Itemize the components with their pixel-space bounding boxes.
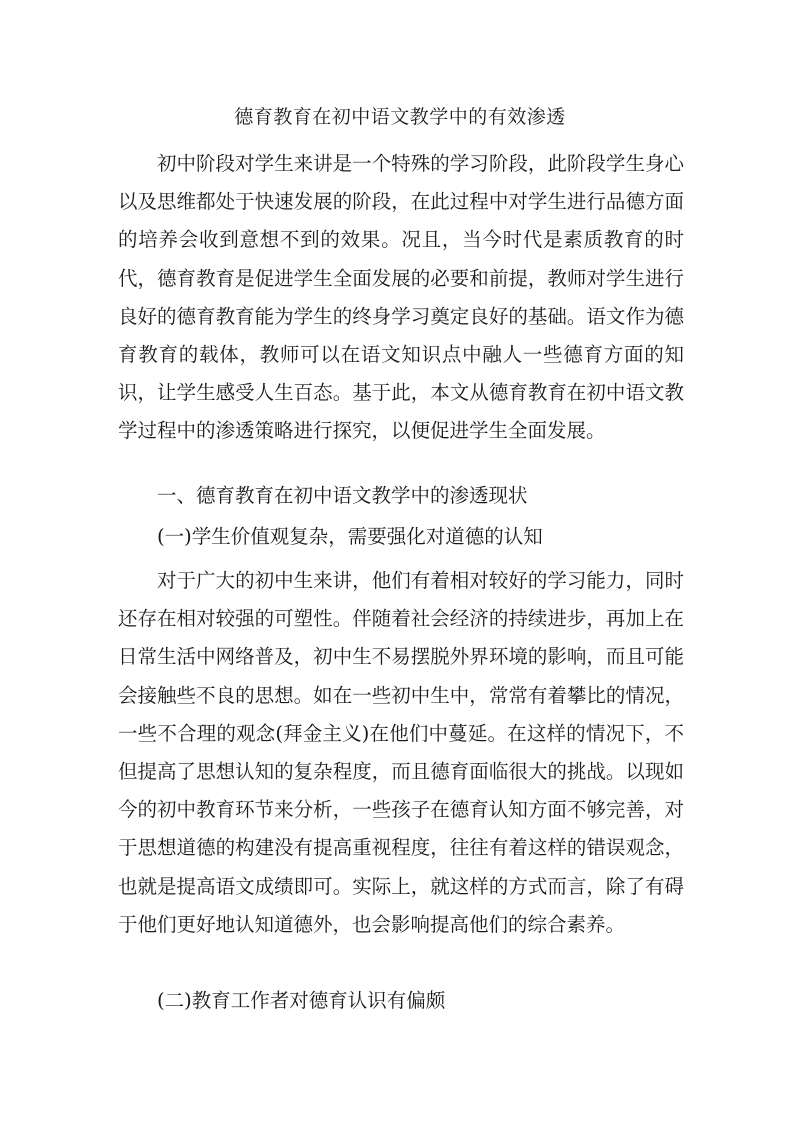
document-title: 德育教育在初中语文教学中的有效渗透: [234, 106, 566, 128]
intro-paragraph: 初中阶段对学生来讲是一个特殊的学习阶段，此阶段学生身心以及思维都处于快速发展的阶段，在此过程中对学生进行品德方面的培养会收到意想不到的效果。况且，当今时代是素质教育的时代，德育教育是促进学生全面发展的必要和前提，教师对学生进行良好的德育教育能为学生的终身学习奠定良好的基础。语文作为德育教育的载体，教师可以在语文知识点中融人一些德育方面的知识，让学生感受人生百态。基于此，本文从德育教育在初中语文教学过程中的渗透策略进行探究，以便促进学生全面发展。: [118, 152, 684, 443]
body-paragraph: 对于广大的初中生来讲，他们有着相对较好的学习能力，同时还存在相对较强的可塑性。伴随着社会经济的持续进步，再加上在日常生活中网络普及，初中生不易摆脱外界环境的影响，而且可能会接触些不良的思想。如在一些初中生中，常常有着攀比的情况，一些不合理的观念(拜金主义)在他们中蔓延。在这样的情况下，不但提高了思想认知的复杂程度，而且德育面临很大的挑战。以现如今的初中教育环节来分析，一些孩子在德育认知方面不够完善，对于思想道德的构建没有提高重视程度，往往有着这样的错误观念，也就是提高语文成绩即可。实际上，就这样的方式而言，除了有碍于他们更好地认知道德外，也会影响提高他们的综合素养。: [118, 569, 684, 936]
subsection-heading-1: (一)学生价值观复杂，需要强化对道德的认知: [157, 525, 543, 548]
section-heading: 一、德育教育在初中语文教学中的渗透现状: [157, 484, 528, 507]
subsection-heading-2: (二)教育工作者对德育认识有偏颇: [157, 989, 446, 1012]
